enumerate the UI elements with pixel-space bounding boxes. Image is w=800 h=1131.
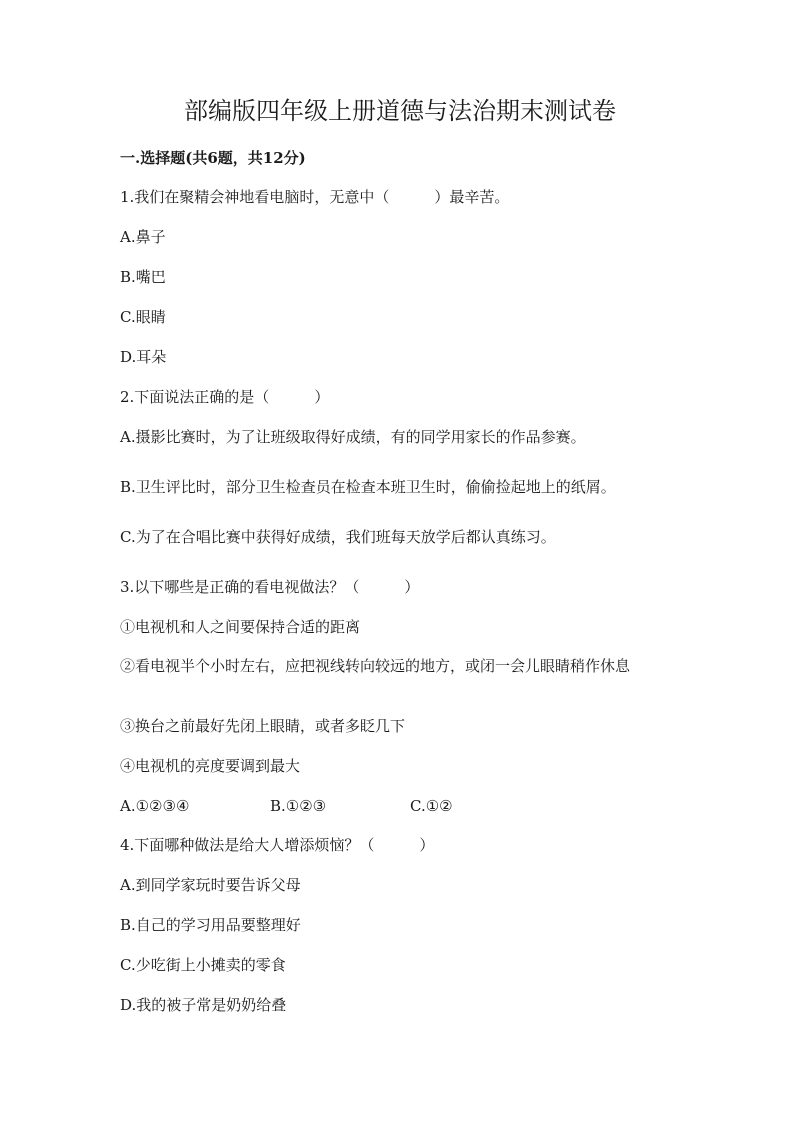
question-4-option-b: B.自己的学习用品要整理好 (120, 916, 301, 934)
question-3-statement-1: ①电视机和人之间要保持合适的距离 (120, 618, 361, 636)
question-4-option-c: C.少吃街上小摊卖的零食 (120, 956, 286, 974)
question-1-stem: 1.我们在聚精会神地看电脑时，无意中（ ）最辛苦。 (120, 188, 510, 206)
question-2-option-a: A.摄影比赛时，为了让班级取得好成绩，有的同学用家长的作品参赛。 (120, 428, 586, 446)
question-3-option-b: B.①②③ (270, 797, 327, 815)
question-1-option-c: C.眼睛 (120, 308, 166, 326)
question-4-option-d: D.我的被子常是奶奶给叠 (120, 996, 287, 1014)
question-3-option-c: C.①② (410, 797, 453, 815)
question-3-statement-3: ③换台之前最好先闭上眼睛，或者多眨几下 (120, 717, 406, 735)
exam-title: 部编版四年级上册道德与法治期末测试卷 (184, 97, 616, 125)
question-4-stem: 4.下面哪种做法是给大人增添烦恼？（ ） (120, 836, 435, 854)
section-heading: 一.选择题(共6题，共12分) (120, 149, 306, 167)
question-1-option-a: A.鼻子 (120, 228, 166, 246)
question-3-option-a: A.①②③④ (120, 797, 190, 815)
question-2-stem: 2.下面说法正确的是（ ） (120, 388, 330, 406)
question-3-statement-2: ②看电视半个小时左右，应把视线转向较远的地方，或闭一会儿眼睛稍作休息 (120, 657, 631, 675)
question-3-options (120, 795, 680, 817)
question-2-option-b: B.卫生评比时，部分卫生检查员在检查本班卫生时，偷偷捡起地上的纸屑。 (120, 478, 616, 496)
question-1-option-b: B.嘴巴 (120, 268, 166, 286)
question-3-statement-4: ④电视机的亮度要调到最大 (120, 757, 301, 775)
question-1-option-d: D.耳朵 (120, 348, 167, 366)
question-4-option-a: A.到同学家玩时要告诉父母 (120, 876, 301, 894)
question-2-option-c: C.为了在合唱比赛中获得好成绩，我们班每天放学后都认真练习。 (120, 528, 556, 546)
question-3-stem: 3.以下哪些是正确的看电视做法？（ ） (120, 578, 420, 596)
